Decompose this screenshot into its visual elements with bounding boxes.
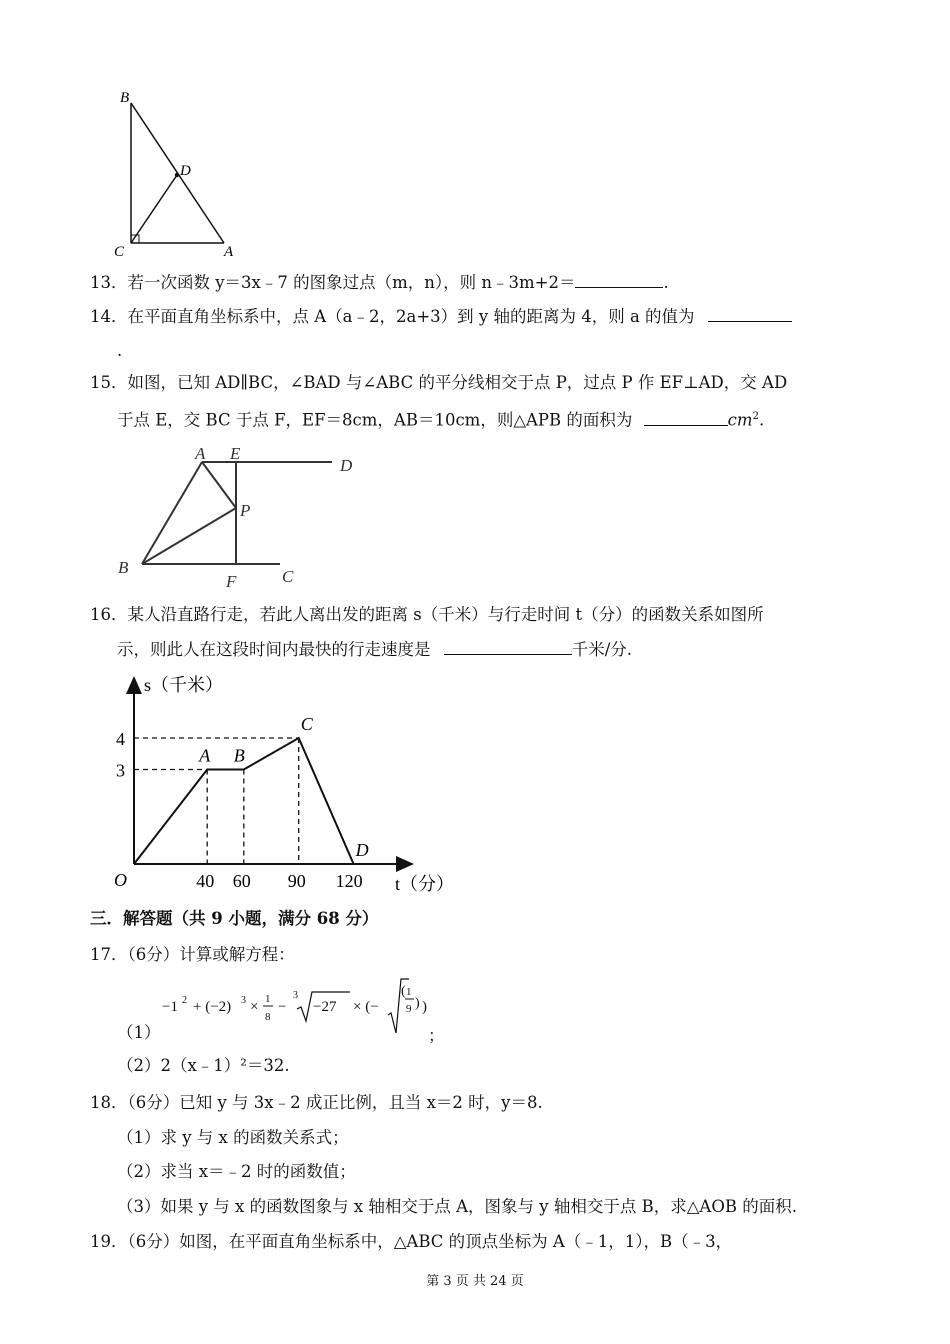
q17-title: 17．（6分）计算或解方程： — [90, 945, 295, 964]
svg-text:2: 2 — [182, 995, 187, 1006]
label-f: F — [226, 572, 237, 590]
svg-text:×: × — [250, 999, 259, 1015]
x-axis-label: t（分） — [395, 874, 455, 894]
q15-answer-blank[interactable] — [644, 409, 728, 426]
q17-p1-label: （1） — [117, 1023, 161, 1042]
svg-text:3: 3 — [293, 990, 298, 1001]
point-label-b: B — [233, 745, 245, 766]
q17-math-expression — [160, 975, 445, 1043]
label-p: P — [240, 501, 251, 520]
svg-text:3: 3 — [241, 995, 246, 1006]
q18-p1: （1）求 y 与 x 的函数关系式； — [117, 1128, 349, 1147]
label-c: C — [114, 244, 125, 260]
label-b: B — [118, 558, 129, 577]
svg-text:−: − — [278, 999, 287, 1015]
svg-text:(: ( — [401, 984, 406, 999]
q19-title: 19．（6分）如图，在平面直角坐标系中，△ABC 的顶点坐标为 A（﹣1，1），B（﹣3， — [90, 1232, 733, 1251]
label-d: D — [340, 456, 353, 475]
svg-text:9: 9 — [406, 1003, 412, 1015]
svg-text:1: 1 — [406, 986, 412, 998]
q14-answer-blank[interactable] — [708, 305, 792, 322]
x-tick-label: 60 — [232, 871, 251, 891]
svg-text:−27: −27 — [313, 999, 337, 1015]
svg-text:× (−: × (− — [353, 999, 379, 1015]
q16-line1: 16．某人沿直路行走，若此人离出发的距离 s（千米）与行走时间 t（分）的函数关系如图所 — [90, 605, 764, 624]
svg-text:): ) — [415, 996, 420, 1011]
q14-end: . — [117, 341, 123, 360]
x-tick-label: 90 — [287, 871, 306, 891]
point-label-d: D — [355, 840, 369, 860]
question-15-line2: 于点 E，交 BC 于点 F，EF＝8cm，AB＝10cm，则△APB 的面积为 $cm^2$. — [117, 410, 765, 430]
q14-text: 14．在平面直角坐标系中，点 A（a﹣2，2a+3）到 y 轴的距离为 4，则 a 的值为 — [90, 307, 695, 326]
figure-15-parallel-lines — [110, 440, 370, 590]
point-label-a: A — [199, 745, 211, 766]
x-tick-label: 40 — [196, 871, 215, 891]
label-e: E — [230, 444, 241, 463]
question-14 — [90, 305, 792, 328]
q13-answer-blank[interactable] — [575, 271, 663, 288]
q18-p3: （3）如果 y 与 x 的函数图象与 x 轴相交于点 A，图象与 y 轴相交于点 B，求△AOB 的面积. — [117, 1197, 797, 1216]
y-axis-label: s（千米） — [144, 675, 224, 695]
q13-text: 13．若一次函数 y＝3x﹣7 的图象过点（m，n），则 n﹣3m+2＝ — [90, 273, 576, 292]
svg-text:+ (−2): + (−2) — [193, 999, 232, 1015]
q15-line1: 15．如图，已知 AD∥BC，∠BAD 与∠ABC 的平分线相交于点 P，过点 P 作 EF⊥AD，交 AD — [90, 373, 788, 392]
y-tick-label: 4 — [116, 729, 125, 749]
question-13: 13．若一次函数 y＝3x﹣7 的图象过点（m，n），则 n﹣3m+2＝ . — [90, 273, 669, 292]
x-tick-label: 120 — [335, 871, 363, 891]
label-d: D — [180, 163, 191, 179]
q15-line2: 于点 E，交 BC 于点 F，EF＝8cm，AB＝10cm，则△APB 的面积为 — [117, 410, 633, 430]
svg-text:−1: −1 — [162, 999, 178, 1015]
question-16-line2: 示，则此人在这段时间内最快的行走速度是 千米/分. — [117, 640, 633, 659]
q17-p1-end: ； — [428, 1026, 445, 1045]
q16-answer-blank[interactable] — [444, 638, 572, 655]
svg-text:1: 1 — [265, 993, 271, 1005]
y-tick-label: 3 — [116, 760, 125, 781]
q18-title: 18．（6分）已知 y 与 3x﹣2 成正比例，且当 x＝2 时，y＝8. — [90, 1093, 543, 1112]
page-footer: 第 3 页 共 24 页 — [426, 1274, 524, 1289]
label-c: C — [282, 567, 294, 586]
q16-line2: 示，则此人在这段时间内最快的行走速度是 — [117, 640, 431, 659]
q17-p2: （2）2（x﹣1）²＝32. — [117, 1056, 290, 1075]
q18-p2: （2）求当 x＝﹣2 时的函数值； — [117, 1162, 356, 1181]
label-b: B — [120, 90, 130, 106]
point-label-c: C — [300, 714, 313, 734]
section-3-heading: 三．解答题（共 9 小题，满分 68 分） — [90, 909, 379, 928]
label-a: A — [195, 444, 206, 463]
svg-text:8: 8 — [265, 1011, 271, 1023]
distance-time-chart — [100, 668, 470, 900]
label-a: A — [224, 244, 234, 260]
triangle-figure-bcda — [100, 85, 250, 260]
svg-text:): ) — [422, 999, 427, 1015]
origin-label: O — [114, 870, 127, 890]
